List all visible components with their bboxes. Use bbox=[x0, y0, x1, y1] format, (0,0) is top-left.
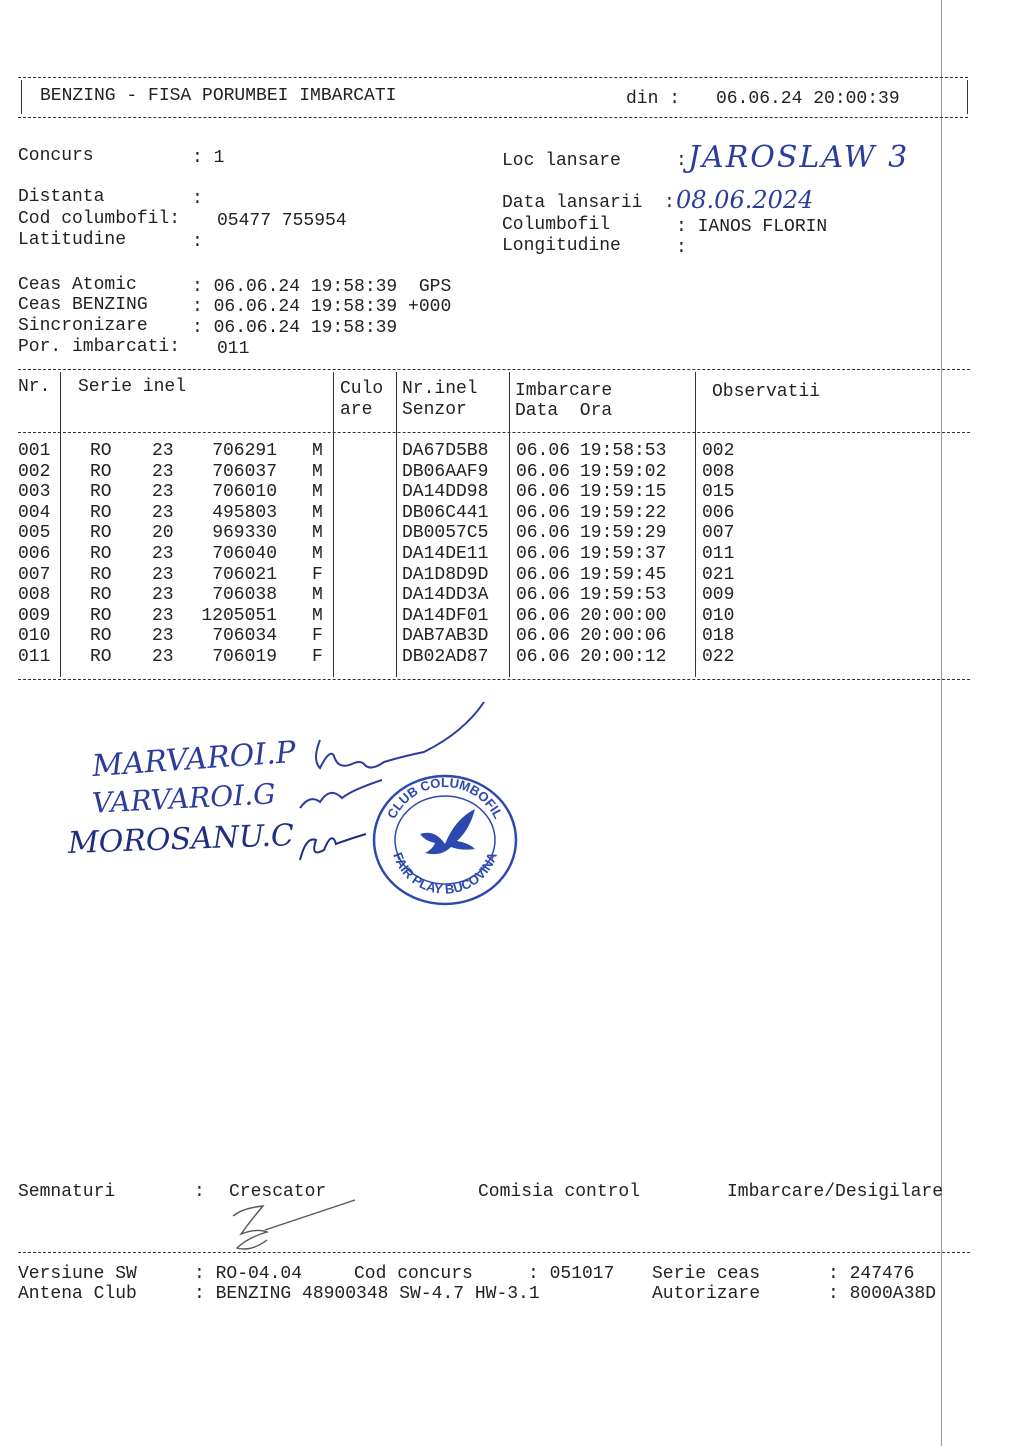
cell-time: 20:00:00 bbox=[580, 605, 667, 626]
cell-observatii: 018 bbox=[702, 626, 735, 647]
cell-sex: M bbox=[312, 544, 323, 564]
autorizare-value: : 8000A38D bbox=[828, 1284, 937, 1304]
longitudine-value: : bbox=[676, 238, 687, 258]
cell-country: RO bbox=[90, 605, 112, 626]
cell-sex: M bbox=[312, 605, 323, 626]
cell-sensor: DAB7AB3D bbox=[402, 626, 489, 647]
cell-observatii: 021 bbox=[702, 564, 735, 585]
dove-icon bbox=[420, 809, 475, 854]
serie-ceas-label: Serie ceas bbox=[652, 1264, 761, 1284]
cell-country: RO bbox=[90, 523, 112, 544]
cell-sex: F bbox=[312, 564, 323, 585]
cod-columbofil-value: 05477 755954 bbox=[217, 211, 347, 231]
por-imbarcati-value: 011 bbox=[217, 339, 250, 359]
cell-country: RO bbox=[90, 564, 112, 585]
cell-sex: M bbox=[312, 441, 323, 461]
cell-date: 06.06 bbox=[516, 441, 571, 461]
table-top-border bbox=[18, 369, 970, 370]
ceas-benzing-label: Ceas BENZING bbox=[18, 295, 148, 315]
cell-sex: M bbox=[312, 502, 323, 523]
cell-country: RO bbox=[90, 461, 112, 482]
cell-nr: 007 bbox=[18, 564, 51, 585]
header-nr: Nr. bbox=[18, 377, 51, 397]
header-observatii: Observatii bbox=[712, 382, 821, 402]
cell-ring-number: 706021 bbox=[212, 564, 277, 585]
cell-ring-number: 706038 bbox=[212, 585, 277, 606]
cell-sensor: DA14DD98 bbox=[402, 482, 489, 503]
cell-year: 23 bbox=[152, 544, 174, 564]
cell-country: RO bbox=[90, 585, 112, 606]
header-imbarcare-2: Data Ora bbox=[515, 401, 613, 421]
cell-observatii: 002 bbox=[702, 441, 735, 461]
cell-observatii: 007 bbox=[702, 523, 735, 544]
cell-date: 06.06 bbox=[516, 564, 571, 585]
cell-country: RO bbox=[90, 647, 112, 667]
cell-time: 19:59:45 bbox=[580, 564, 667, 585]
cell-nr: 005 bbox=[18, 523, 51, 544]
header-imbarcare-1: Imbarcare bbox=[515, 381, 613, 401]
cell-date: 06.06 bbox=[516, 502, 571, 523]
crescator-label: Crescator bbox=[229, 1182, 327, 1202]
cell-nr: 009 bbox=[18, 605, 51, 626]
cod-concurs-label: Cod concurs bbox=[354, 1264, 473, 1284]
col-divider bbox=[396, 372, 397, 677]
cell-sex: M bbox=[312, 482, 323, 503]
header-top-border bbox=[18, 77, 968, 78]
semnaturi-label: Semnaturi bbox=[18, 1182, 116, 1202]
cell-country: RO bbox=[90, 502, 112, 523]
cell-ring-number: 706010 bbox=[212, 482, 277, 503]
cell-country: RO bbox=[90, 482, 112, 503]
header-nr-inel-1: Nr.inel bbox=[402, 379, 478, 399]
cell-ring-number: 495803 bbox=[212, 502, 277, 523]
cell-year: 23 bbox=[152, 441, 174, 461]
crescator-signature bbox=[205, 1198, 365, 1258]
cell-year: 23 bbox=[152, 647, 174, 667]
sincronizare-label: Sincronizare bbox=[18, 316, 148, 336]
stamp-top-text: CLUB COLUMBOFIL bbox=[384, 775, 506, 822]
col-divider bbox=[509, 372, 510, 677]
cell-observatii: 009 bbox=[702, 585, 735, 606]
cod-concurs-value: : 051017 bbox=[528, 1264, 615, 1284]
cell-sensor: DA14DF01 bbox=[402, 605, 489, 626]
loc-lansare-colon: : bbox=[676, 151, 687, 171]
ceas-atomic-label: Ceas Atomic bbox=[18, 275, 137, 295]
cell-sex: F bbox=[312, 626, 323, 647]
cod-columbofil-label: Cod columbofil: bbox=[18, 209, 181, 229]
cell-sensor: DA1D8D9D bbox=[402, 564, 489, 585]
cell-year: 20 bbox=[152, 523, 174, 544]
latitudine-value: : bbox=[192, 232, 203, 252]
cell-ring-number: 706037 bbox=[212, 461, 277, 482]
cell-country: RO bbox=[90, 544, 112, 564]
col-divider bbox=[60, 372, 61, 677]
cell-observatii: 008 bbox=[702, 461, 735, 482]
scan-edge-line bbox=[941, 0, 942, 1446]
cell-country: RO bbox=[90, 441, 112, 461]
cell-time: 19:59:22 bbox=[580, 502, 667, 523]
din-value: 06.06.24 20:00:39 bbox=[716, 89, 900, 109]
distanta-value: : bbox=[192, 189, 203, 209]
header-nr-inel-2: Senzor bbox=[402, 400, 467, 420]
versiune-sw-value: : RO-04.04 bbox=[194, 1264, 303, 1284]
document-title: BENZING - FISA PORUMBEI IMBARCATI bbox=[40, 86, 397, 106]
loc-lansare-handwritten: JAROSLAW 3 bbox=[688, 140, 910, 175]
cell-observatii: 015 bbox=[702, 482, 735, 503]
cell-ring-number: 706040 bbox=[212, 544, 277, 564]
cell-nr: 002 bbox=[18, 461, 51, 482]
concurs-value: : 1 bbox=[192, 148, 225, 168]
cell-time: 19:59:15 bbox=[580, 482, 667, 503]
cell-sensor: DA67D5B8 bbox=[402, 441, 489, 461]
header-serie-inel: Serie inel bbox=[78, 377, 187, 397]
cell-year: 23 bbox=[152, 482, 174, 503]
header-right-border bbox=[967, 80, 968, 114]
sincronizare-value: : 06.06.24 19:58:39 bbox=[192, 318, 398, 338]
handwritten-name-2: VARVAROI.G bbox=[91, 777, 277, 820]
cell-nr: 003 bbox=[18, 482, 51, 503]
cell-year: 23 bbox=[152, 461, 174, 482]
signature-3 bbox=[300, 834, 366, 860]
ceas-benzing-value: : 06.06.24 19:58:39 +000 bbox=[192, 297, 452, 317]
cell-date: 06.06 bbox=[516, 585, 571, 606]
cell-date: 06.06 bbox=[516, 461, 571, 482]
cell-date: 06.06 bbox=[516, 647, 571, 667]
latitudine-label: Latitudine bbox=[18, 230, 127, 250]
cell-date: 06.06 bbox=[516, 523, 571, 544]
cell-sensor: DA14DD3A bbox=[402, 585, 489, 606]
cell-observatii: 006 bbox=[702, 502, 735, 523]
cell-date: 06.06 bbox=[516, 544, 571, 564]
antena-club-label: Antena Club bbox=[18, 1284, 137, 1304]
cell-nr: 008 bbox=[18, 585, 51, 606]
cell-ring-number: 706019 bbox=[212, 647, 277, 667]
ceas-atomic-value: : 06.06.24 19:58:39 GPS bbox=[192, 277, 452, 297]
columbofil-value: : IANOS FLORIN bbox=[676, 217, 828, 237]
cell-sex: M bbox=[312, 585, 323, 606]
cell-ring-number: 969330 bbox=[212, 523, 277, 544]
cell-nr: 001 bbox=[18, 441, 51, 461]
cell-date: 06.06 bbox=[516, 482, 571, 503]
versiune-sw-label: Versiune SW bbox=[18, 1264, 137, 1284]
col-divider bbox=[333, 372, 334, 677]
din-label: din : bbox=[626, 89, 681, 109]
data-lansarii-label: Data lansarii bbox=[502, 193, 643, 213]
columbofil-label: Columbofil bbox=[502, 215, 611, 235]
cell-time: 20:00:12 bbox=[580, 647, 667, 667]
signature-1 bbox=[316, 702, 484, 768]
cell-country: RO bbox=[90, 626, 112, 647]
stamp-bottom-text: FAIR PLAY BUCOVINA bbox=[390, 850, 500, 897]
cell-time: 19:58:53 bbox=[580, 441, 667, 461]
distanta-label: Distanta bbox=[18, 187, 105, 207]
cell-sensor: DB0057C5 bbox=[402, 523, 489, 544]
longitudine-label: Longitudine bbox=[502, 236, 621, 256]
header-culoare-2: are bbox=[340, 400, 373, 420]
data-lansarii-handwritten: 08.06.2024 bbox=[676, 186, 814, 214]
cell-year: 23 bbox=[152, 585, 174, 606]
col-divider bbox=[695, 372, 696, 677]
comisia-control-label: Comisia control bbox=[478, 1182, 641, 1202]
cell-ring-number: 706034 bbox=[212, 626, 277, 647]
cell-sensor: DB06C441 bbox=[402, 502, 489, 523]
cell-ring-number: 1205051 bbox=[201, 605, 277, 626]
cell-sensor: DB06AAF9 bbox=[402, 461, 489, 482]
table-bottom-border bbox=[18, 679, 970, 680]
header-culoare-1: Culo bbox=[340, 379, 384, 399]
cell-observatii: 010 bbox=[702, 605, 735, 626]
cell-nr: 010 bbox=[18, 626, 51, 647]
header-bottom-border bbox=[18, 117, 968, 118]
cell-year: 23 bbox=[152, 605, 174, 626]
data-lansarii-colon: : bbox=[664, 193, 675, 213]
antena-club-value: : BENZING 48900348 SW-4.7 HW-3.1 bbox=[194, 1284, 540, 1304]
cell-date: 06.06 bbox=[516, 605, 571, 626]
semnaturi-colon: : bbox=[194, 1182, 205, 1202]
cell-time: 19:59:37 bbox=[580, 544, 667, 564]
cell-nr: 006 bbox=[18, 544, 51, 564]
cell-time: 20:00:06 bbox=[580, 626, 667, 647]
autorizare-label: Autorizare bbox=[652, 1284, 761, 1304]
por-imbarcati-label: Por. imbarcati: bbox=[18, 337, 181, 357]
cell-year: 23 bbox=[152, 502, 174, 523]
cell-nr: 004 bbox=[18, 502, 51, 523]
table-header-border bbox=[18, 432, 970, 433]
handwritten-name-1: MARVAROI.P bbox=[91, 734, 297, 785]
cell-time: 19:59:29 bbox=[580, 523, 667, 544]
concurs-label: Concurs bbox=[18, 146, 94, 166]
cell-year: 23 bbox=[152, 626, 174, 647]
cell-ring-number: 706291 bbox=[212, 441, 277, 461]
cell-sex: F bbox=[312, 647, 323, 667]
club-stamp bbox=[370, 772, 520, 908]
cell-year: 23 bbox=[152, 564, 174, 585]
cell-observatii: 011 bbox=[702, 544, 735, 564]
cell-time: 19:59:02 bbox=[580, 461, 667, 482]
footer-divider bbox=[18, 1252, 970, 1253]
cell-sex: M bbox=[312, 523, 323, 544]
serie-ceas-value: : 247476 bbox=[828, 1264, 915, 1284]
cell-observatii: 022 bbox=[702, 647, 735, 667]
cell-date: 06.06 bbox=[516, 626, 571, 647]
cell-sex: M bbox=[312, 461, 323, 482]
cell-sensor: DA14DE11 bbox=[402, 544, 489, 564]
cell-sensor: DB02AD87 bbox=[402, 647, 489, 667]
handwritten-name-3: MOROSANU.C bbox=[67, 818, 295, 861]
loc-lansare-label: Loc lansare bbox=[502, 151, 621, 171]
header-left-border bbox=[21, 80, 22, 114]
cell-nr: 011 bbox=[18, 647, 51, 667]
imbarcare-desigilare-label: Imbarcare/Desigilare bbox=[727, 1182, 944, 1202]
cell-time: 19:59:53 bbox=[580, 585, 667, 606]
